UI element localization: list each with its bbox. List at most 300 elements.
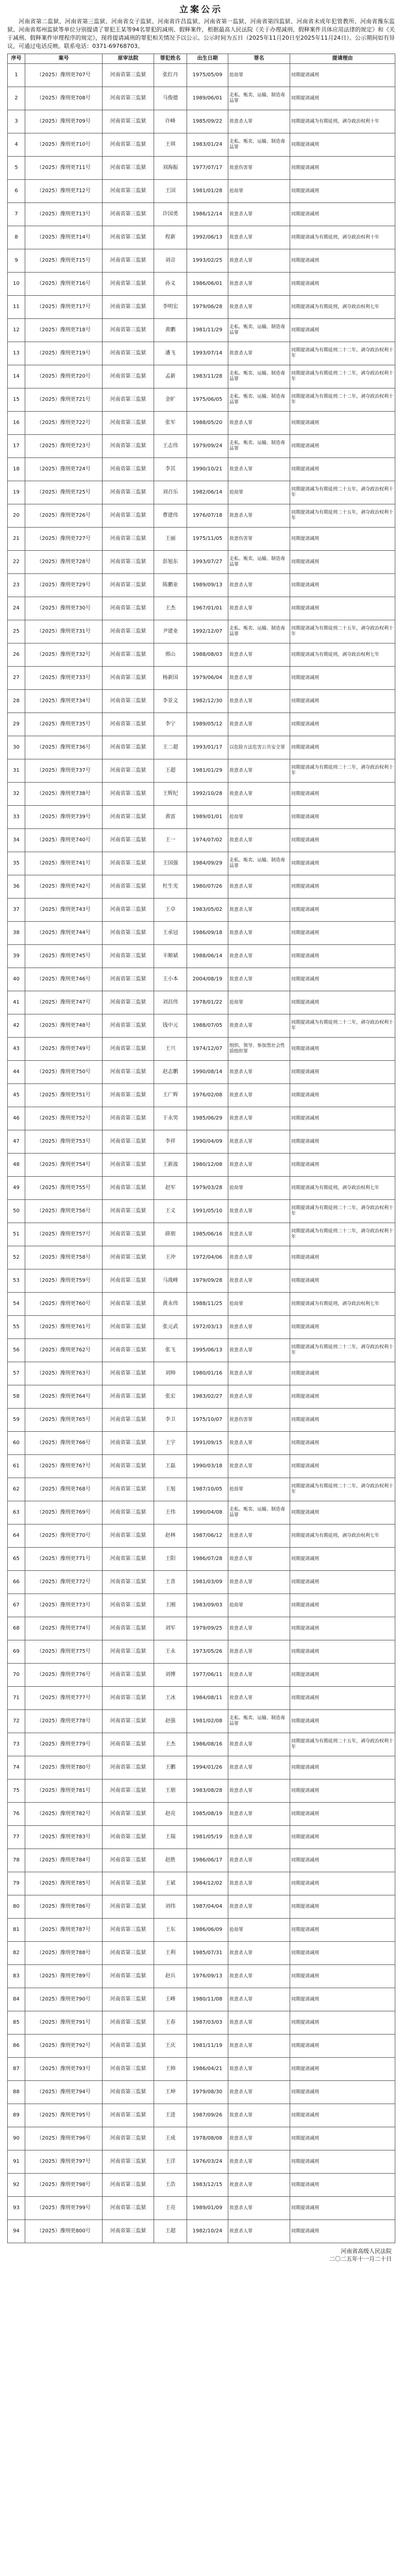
cell-reason: 同期提请减刑 bbox=[290, 1107, 395, 1130]
table-row bbox=[8, 875, 395, 899]
cell-reason: 同期提请减刑 bbox=[290, 1501, 395, 1524]
cell-birth: 1988/06/14 bbox=[187, 945, 228, 968]
cell-reason: 同期提请减刑 bbox=[290, 87, 395, 110]
cell-birth: 1981/11/19 bbox=[187, 2035, 228, 2058]
cell-name: 刘伟 bbox=[154, 1895, 187, 1919]
cell-case-no: （2025）豫刑更715号 bbox=[25, 249, 103, 273]
cell-birth: 1988/07/05 bbox=[187, 1014, 228, 1038]
table-row bbox=[8, 829, 395, 852]
cell-name: 尹建业 bbox=[154, 620, 187, 643]
cell-birth: 1987/04/04 bbox=[187, 1895, 228, 1919]
cell-case-no: （2025）豫刑更772号 bbox=[25, 1571, 103, 1594]
table-row bbox=[8, 783, 395, 806]
cell-reason: 同期提请减刑 bbox=[290, 1872, 395, 1895]
cell-case-no: （2025）豫刑更748号 bbox=[25, 1014, 103, 1038]
table-row bbox=[8, 1432, 395, 1455]
cell-index: 20 bbox=[8, 504, 25, 528]
cell-court: 河南省第三监狱 bbox=[103, 64, 154, 87]
cell-reason: 同期提请减为有期徒刑，剥夺政治权利七年 bbox=[290, 296, 395, 319]
cell-reason: 同期提请减为有期徒刑二十五年，剥夺政治权利十年 bbox=[290, 1733, 395, 1756]
cell-birth: 1979/08/30 bbox=[187, 2081, 228, 2104]
cell-case-no: （2025）豫刑更716号 bbox=[25, 273, 103, 296]
cell-court: 河南省第三监狱 bbox=[103, 1385, 154, 1409]
cell-index: 39 bbox=[8, 945, 25, 968]
cell-court: 河南省第三监狱 bbox=[103, 2035, 154, 2058]
cell-index: 73 bbox=[8, 1733, 25, 1756]
cell-index: 91 bbox=[8, 2150, 25, 2174]
cell-case-no: （2025）豫刑更710号 bbox=[25, 133, 103, 157]
cell-birth: 1983/05/02 bbox=[187, 899, 228, 922]
cell-name: 孙义 bbox=[154, 273, 187, 296]
cell-name: 钱中元 bbox=[154, 1014, 187, 1038]
cell-charge: 故意杀人罪 bbox=[228, 1895, 290, 1919]
table-row bbox=[8, 667, 395, 690]
cell-reason: 同期提请减刑 bbox=[290, 1617, 395, 1640]
cell-charge: 故意杀人罪 bbox=[228, 1687, 290, 1710]
cell-charge: 故意杀人罪 bbox=[228, 1362, 290, 1385]
cell-case-no: （2025）豫刑更794号 bbox=[25, 2081, 103, 2104]
cell-case-no: （2025）豫刑更769号 bbox=[25, 1501, 103, 1524]
cell-reason: 同期提请减刑 bbox=[290, 528, 395, 551]
cell-name: 张元武 bbox=[154, 1316, 187, 1339]
table-row bbox=[8, 2058, 395, 2081]
cell-case-no: （2025）豫刑更788号 bbox=[25, 1942, 103, 1965]
cell-index: 4 bbox=[8, 133, 25, 157]
header-charge: 罪名 bbox=[228, 54, 290, 64]
table-row bbox=[8, 899, 395, 922]
cell-index: 45 bbox=[8, 1084, 25, 1107]
cell-name: 王庆 bbox=[154, 2035, 187, 2058]
cell-charge: 故意杀人罪 bbox=[228, 1061, 290, 1084]
cell-charge: 故意杀人罪 bbox=[228, 1617, 290, 1640]
table-row bbox=[8, 504, 395, 528]
table-row bbox=[8, 1385, 395, 1409]
cell-name: 许国勇 bbox=[154, 203, 187, 226]
cell-charge: 故意杀人罪 bbox=[228, 1826, 290, 1849]
cell-birth: 1991/05/10 bbox=[187, 1200, 228, 1223]
cell-birth: 1990/04/08 bbox=[187, 1501, 228, 1524]
cell-name: 王超 bbox=[154, 759, 187, 783]
cell-charge: 故意杀人罪 bbox=[228, 1455, 290, 1478]
table-row bbox=[8, 1524, 395, 1548]
cell-charge: 故意杀人罪 bbox=[228, 690, 290, 713]
cell-birth: 1976/07/18 bbox=[187, 504, 228, 528]
cell-charge: 故意杀人罪 bbox=[228, 1849, 290, 1872]
cell-case-no: （2025）豫刑更737号 bbox=[25, 759, 103, 783]
cell-charge: 走私、贩卖、运输、制造毒品罪 bbox=[228, 551, 290, 574]
cell-reason: 同期提请减为有期徒刑二十二年，剥夺政治权利十年 bbox=[290, 1223, 395, 1246]
cell-index: 15 bbox=[8, 388, 25, 412]
cell-charge: 故意杀人罪 bbox=[228, 2058, 290, 2081]
cell-name: 赵志鹏 bbox=[154, 1061, 187, 1084]
cell-charge: 故意杀人罪 bbox=[228, 1664, 290, 1687]
cell-index: 50 bbox=[8, 1200, 25, 1223]
cell-birth: 1990/04/09 bbox=[187, 1130, 228, 1154]
cell-court: 河南省第三监狱 bbox=[103, 1733, 154, 1756]
cell-name: 李祥 bbox=[154, 1130, 187, 1154]
cell-reason: 同期提请减刑 bbox=[290, 1362, 395, 1385]
cell-charge: 以危险方法危害公共安全罪 bbox=[228, 736, 290, 759]
cell-reason: 同期提请减为有期徒刑，剥夺政治权利十年 bbox=[290, 110, 395, 133]
cell-case-no: （2025）豫刑更775号 bbox=[25, 1640, 103, 1664]
cell-reason: 同期提请减刑 bbox=[290, 1548, 395, 1571]
cell-court: 河南省第三监狱 bbox=[103, 273, 154, 296]
cell-court: 河南省第三监狱 bbox=[103, 1293, 154, 1316]
table-row bbox=[8, 412, 395, 435]
cell-court: 河南省第三监狱 bbox=[103, 1038, 154, 1061]
table-row bbox=[8, 1409, 395, 1432]
cell-index: 30 bbox=[8, 736, 25, 759]
cell-charge: 故意杀人罪 bbox=[228, 643, 290, 667]
cell-index: 70 bbox=[8, 1664, 25, 1687]
cell-name: 李明宏 bbox=[154, 296, 187, 319]
table-row bbox=[8, 922, 395, 945]
cell-reason: 同期提请减为有期徒刑二十二年，剥夺政治权利十年 bbox=[290, 365, 395, 388]
cell-case-no: （2025）豫刑更770号 bbox=[25, 1524, 103, 1548]
table-row bbox=[8, 249, 395, 273]
cell-birth: 1979/09/25 bbox=[187, 1617, 228, 1640]
cell-index: 22 bbox=[8, 551, 25, 574]
cell-charge: 故意杀人罪 bbox=[228, 1640, 290, 1664]
cell-case-no: （2025）豫刑更724号 bbox=[25, 458, 103, 481]
cell-name: 王国 bbox=[154, 180, 187, 203]
cell-index: 54 bbox=[8, 1293, 25, 1316]
cell-reason: 同期提请减刑 bbox=[290, 1895, 395, 1919]
cell-name: 刘军 bbox=[154, 1617, 187, 1640]
cell-court: 河南省第三监狱 bbox=[103, 1061, 154, 1084]
table-row bbox=[8, 180, 395, 203]
cell-reason: 同期提请减为有期徒刑，剥夺政治权利七年 bbox=[290, 1524, 395, 1548]
cell-case-no: （2025）豫刑更755号 bbox=[25, 1177, 103, 1200]
cell-name: 许峰 bbox=[154, 110, 187, 133]
cell-charge: 故意杀人罪 bbox=[228, 2035, 290, 2058]
cell-charge: 故意杀人罪 bbox=[228, 574, 290, 597]
table-row bbox=[8, 1038, 395, 1061]
cell-index: 86 bbox=[8, 2035, 25, 2058]
cell-name: 彭旭东 bbox=[154, 551, 187, 574]
table-row bbox=[8, 296, 395, 319]
cell-birth: 1984/12/02 bbox=[187, 1872, 228, 1895]
cell-name: 曹建伟 bbox=[154, 504, 187, 528]
table-row bbox=[8, 481, 395, 504]
table-row bbox=[8, 1664, 395, 1687]
cell-court: 河南省第三监狱 bbox=[103, 1269, 154, 1293]
table-row bbox=[8, 87, 395, 110]
cell-case-no: （2025）豫刑更786号 bbox=[25, 1895, 103, 1919]
cell-charge: 故意杀人罪 bbox=[228, 945, 290, 968]
cell-charge: 故意杀人罪 bbox=[228, 667, 290, 690]
cell-index: 26 bbox=[8, 643, 25, 667]
cell-birth: 1984/08/11 bbox=[187, 1687, 228, 1710]
table-row bbox=[8, 110, 395, 133]
cell-index: 53 bbox=[8, 1269, 25, 1293]
cell-index: 76 bbox=[8, 1803, 25, 1826]
cell-charge: 故意杀人罪 bbox=[228, 2220, 290, 2243]
table-row bbox=[8, 1339, 395, 1362]
cell-court: 河南省第三监狱 bbox=[103, 643, 154, 667]
cell-name: 黄永伟 bbox=[154, 1293, 187, 1316]
cell-reason: 同期提请减刑 bbox=[290, 875, 395, 899]
cell-charge: 故意杀人罪 bbox=[228, 1223, 290, 1246]
cell-charge: 抢劫罪 bbox=[228, 1919, 290, 1942]
table-row bbox=[8, 1919, 395, 1942]
table-row bbox=[8, 643, 395, 667]
cell-case-no: （2025）豫刑更729号 bbox=[25, 574, 103, 597]
cell-court: 河南省第三监狱 bbox=[103, 87, 154, 110]
cell-birth: 1986/06/01 bbox=[187, 273, 228, 296]
cell-index: 93 bbox=[8, 2197, 25, 2220]
header-index: 序号 bbox=[8, 54, 25, 64]
cell-birth: 1993/02/25 bbox=[187, 249, 228, 273]
table-row bbox=[8, 133, 395, 157]
cell-reason: 同期提请减刑 bbox=[290, 1455, 395, 1478]
cell-index: 48 bbox=[8, 1154, 25, 1177]
cell-charge: 故意杀人罪 bbox=[228, 1154, 290, 1177]
cell-name: 王新波 bbox=[154, 1154, 187, 1177]
cell-index: 34 bbox=[8, 829, 25, 852]
cell-reason: 同期提请减刑 bbox=[290, 1130, 395, 1154]
cell-court: 河南省第三监狱 bbox=[103, 783, 154, 806]
cell-case-no: （2025）豫刑更797号 bbox=[25, 2150, 103, 2174]
table-row bbox=[8, 1780, 395, 1803]
cell-charge: 故意杀人罪 bbox=[228, 2150, 290, 2174]
cell-case-no: （2025）豫刑更771号 bbox=[25, 1548, 103, 1571]
cell-name: 王广辉 bbox=[154, 1084, 187, 1107]
cell-case-no: （2025）豫刑更766号 bbox=[25, 1432, 103, 1455]
cell-charge: 故意杀人罪 bbox=[228, 1571, 290, 1594]
cell-court: 河南省第三监狱 bbox=[103, 110, 154, 133]
table-row bbox=[8, 713, 395, 736]
cell-court: 河南省第三监狱 bbox=[103, 157, 154, 180]
cell-charge: 故意杀人罪 bbox=[228, 899, 290, 922]
cell-reason: 同期提请减刑 bbox=[290, 1316, 395, 1339]
cell-reason: 同期提请减刑 bbox=[290, 2150, 395, 2174]
cell-charge: 故意杀人罪 bbox=[228, 2174, 290, 2197]
cell-name: 张宏 bbox=[154, 1385, 187, 1409]
cell-reason: 同期提请减刑 bbox=[290, 2197, 395, 2220]
cell-charge: 故意杀人罪 bbox=[228, 2081, 290, 2104]
cell-charge: 走私、贩卖、运输、制造毒品罪 bbox=[228, 87, 290, 110]
cell-court: 河南省第三监狱 bbox=[103, 1548, 154, 1571]
table-row bbox=[8, 1200, 395, 1223]
cell-name: 王小本 bbox=[154, 968, 187, 991]
cell-court: 河南省第三监狱 bbox=[103, 203, 154, 226]
cell-reason: 同期提请减为有期徒刑二十二年，剥夺政治权利十年 bbox=[290, 1478, 395, 1501]
table-row bbox=[8, 968, 395, 991]
case-table bbox=[7, 54, 395, 2243]
cell-charge: 故意杀人罪 bbox=[228, 296, 290, 319]
cell-charge: 故意杀人罪 bbox=[228, 1316, 290, 1339]
cell-case-no: （2025）豫刑更728号 bbox=[25, 551, 103, 574]
cell-index: 62 bbox=[8, 1478, 25, 1501]
cell-court: 河南省第三监狱 bbox=[103, 2081, 154, 2104]
table-row bbox=[8, 806, 395, 829]
table-row bbox=[8, 1084, 395, 1107]
cell-court: 河南省第三监狱 bbox=[103, 922, 154, 945]
table-row bbox=[8, 2011, 395, 2035]
cell-reason: 同期提请减刑 bbox=[290, 157, 395, 180]
cell-case-no: （2025）豫刑更743号 bbox=[25, 899, 103, 922]
cell-index: 55 bbox=[8, 1316, 25, 1339]
cell-court: 河南省第三监狱 bbox=[103, 1803, 154, 1826]
cell-name: 丰顺斌 bbox=[154, 945, 187, 968]
cell-index: 94 bbox=[8, 2220, 25, 2243]
cell-birth: 1983/02/27 bbox=[187, 1385, 228, 1409]
cell-reason: 同期提请减刑 bbox=[290, 1154, 395, 1177]
table-row bbox=[8, 388, 395, 412]
table-row bbox=[8, 1710, 395, 1733]
table-row bbox=[8, 551, 395, 574]
table-row bbox=[8, 319, 395, 342]
cell-charge: 故意杀人罪 bbox=[228, 1965, 290, 1988]
cell-case-no: （2025）豫刑更708号 bbox=[25, 87, 103, 110]
cell-birth: 1978/08/08 bbox=[187, 2127, 228, 2150]
cell-case-no: （2025）豫刑更734号 bbox=[25, 690, 103, 713]
cell-case-no: （2025）豫刑更742号 bbox=[25, 875, 103, 899]
cell-court: 河南省第三监狱 bbox=[103, 1780, 154, 1803]
cell-index: 47 bbox=[8, 1130, 25, 1154]
cell-name: 赵兵 bbox=[154, 1965, 187, 1988]
cell-case-no: （2025）豫刑更799号 bbox=[25, 2197, 103, 2220]
cell-index: 49 bbox=[8, 1177, 25, 1200]
cell-reason: 同期提请减为有期徒刑二十二年，剥夺政治权利十年 bbox=[290, 342, 395, 365]
cell-reason: 同期提请减刑 bbox=[290, 1571, 395, 1594]
cell-reason: 同期提请减刑 bbox=[290, 945, 395, 968]
table-row bbox=[8, 1617, 395, 1640]
table-row bbox=[8, 1803, 395, 1826]
cell-name: 王坤 bbox=[154, 2081, 187, 2104]
cell-case-no: （2025）豫刑更763号 bbox=[25, 1362, 103, 1385]
cell-court: 河南省第三监狱 bbox=[103, 2011, 154, 2035]
header-case-no: 案号 bbox=[25, 54, 103, 64]
cell-case-no: （2025）豫刑更764号 bbox=[25, 1385, 103, 1409]
table-body bbox=[8, 64, 395, 2243]
cell-index: 13 bbox=[8, 342, 25, 365]
cell-charge: 故意杀人罪 bbox=[228, 829, 290, 852]
table-row bbox=[8, 1826, 395, 1849]
cell-reason: 同期提请减刑 bbox=[290, 2127, 395, 2150]
cell-index: 87 bbox=[8, 2058, 25, 2081]
cell-index: 42 bbox=[8, 1014, 25, 1038]
cell-charge: 故意杀人罪 bbox=[228, 504, 290, 528]
cell-charge: 故意杀人罪 bbox=[228, 597, 290, 620]
cell-reason: 同期提请减刑 bbox=[290, 1919, 395, 1942]
cell-reason: 同期提请减为有期徒刑二十二年，剥夺政治权利十年 bbox=[290, 1339, 395, 1362]
table-row bbox=[8, 2220, 395, 2243]
cell-reason: 同期提请减刑 bbox=[290, 1756, 395, 1780]
cell-reason: 同期提请减刑 bbox=[290, 180, 395, 203]
cell-court: 河南省第三监狱 bbox=[103, 736, 154, 759]
cell-court: 河南省第三监狱 bbox=[103, 249, 154, 273]
cell-charge: 故意杀人罪 bbox=[228, 2104, 290, 2127]
cell-court: 河南省第三监狱 bbox=[103, 1872, 154, 1895]
table-row bbox=[8, 1061, 395, 1084]
cell-case-no: （2025）豫刑更779号 bbox=[25, 1733, 103, 1756]
cell-index: 9 bbox=[8, 249, 25, 273]
table-row bbox=[8, 2197, 395, 2220]
cell-reason: 同期提请减刑 bbox=[290, 249, 395, 273]
header-reason: 提请理由 bbox=[290, 54, 395, 64]
cell-reason: 同期提请减刑 bbox=[290, 435, 395, 458]
cell-index: 61 bbox=[8, 1455, 25, 1478]
cell-court: 河南省第三监狱 bbox=[103, 806, 154, 829]
cell-name: 薛朋 bbox=[154, 1223, 187, 1246]
cell-court: 河南省第三监狱 bbox=[103, 1409, 154, 1432]
cell-court: 河南省第三监狱 bbox=[103, 1432, 154, 1455]
table-row bbox=[8, 273, 395, 296]
cell-case-no: （2025）豫刑更781号 bbox=[25, 1780, 103, 1803]
cell-court: 河南省第三监狱 bbox=[103, 1362, 154, 1385]
cell-index: 10 bbox=[8, 273, 25, 296]
cell-name: 王阳 bbox=[154, 1548, 187, 1571]
cell-name: 王峰 bbox=[154, 1988, 187, 2011]
cell-court: 河南省第三监狱 bbox=[103, 481, 154, 504]
intro-paragraph: 河南省第二监狱、河南省第三监狱、河南省女子监狱、河南省许昌监狱、河南省第一监狱、河南省第四监狱、河南省未成年犯管教所、河南省豫东监狱、河南省郑州监狱等单位分别提请了罪犯王某等94名罪犯的减刑、假释案件，根据最高人民法院《关于办理减刑、假释案件具体应用法律的规定》和《关于减刑、假释案件审理程序的规定》，现将提请减刑的罪犯相关情况予以公示。公示时间为五日（2025年11月20日至2025年11月24日）。公示期间如有异议，可通过电话反映。联系电话：0371-69768703。 bbox=[7, 18, 395, 49]
cell-court: 河南省第三监狱 bbox=[103, 1571, 154, 1594]
cell-charge: 故意伤害罪 bbox=[228, 1409, 290, 1432]
cell-reason: 同期提请减刑 bbox=[290, 597, 395, 620]
cell-name: 王洋 bbox=[154, 2150, 187, 2174]
cell-court: 河南省第三监狱 bbox=[103, 1246, 154, 1269]
cell-birth: 1977/07/17 bbox=[187, 157, 228, 180]
cell-court: 河南省第三监狱 bbox=[103, 875, 154, 899]
table-row bbox=[8, 991, 395, 1014]
cell-case-no: （2025）豫刑更798号 bbox=[25, 2174, 103, 2197]
cell-reason: 同期提请减为有期徒刑二十五年，剥夺政治权利十年 bbox=[290, 504, 395, 528]
cell-case-no: （2025）豫刑更785号 bbox=[25, 1872, 103, 1895]
cell-name: 王义 bbox=[154, 1200, 187, 1223]
table-row bbox=[8, 157, 395, 180]
cell-birth: 1986/06/09 bbox=[187, 1919, 228, 1942]
cell-reason: 同期提请减为有期徒刑，剥夺政治权利十年 bbox=[290, 226, 395, 249]
cell-index: 83 bbox=[8, 1965, 25, 1988]
cell-charge: 故意杀人罪 bbox=[228, 922, 290, 945]
cell-index: 59 bbox=[8, 1409, 25, 1432]
cell-birth: 1985/06/16 bbox=[187, 1223, 228, 1246]
cell-charge: 故意杀人罪 bbox=[228, 110, 290, 133]
cell-name: 杨新国 bbox=[154, 667, 187, 690]
table-row bbox=[8, 1849, 395, 1872]
table-row bbox=[8, 435, 395, 458]
cell-reason: 同期提请减刑 bbox=[290, 968, 395, 991]
cell-birth: 1988/11/25 bbox=[187, 1293, 228, 1316]
table-row bbox=[8, 528, 395, 551]
cell-court: 河南省第三监狱 bbox=[103, 528, 154, 551]
cell-birth: 1982/06/14 bbox=[187, 481, 228, 504]
cell-birth: 1993/01/17 bbox=[187, 736, 228, 759]
footer bbox=[7, 2247, 395, 2263]
cell-court: 河南省第三监狱 bbox=[103, 1594, 154, 1617]
cell-case-no: （2025）豫刑更711号 bbox=[25, 157, 103, 180]
cell-name: 张军 bbox=[154, 412, 187, 435]
cell-birth: 1975/05/09 bbox=[187, 64, 228, 87]
cell-birth: 1986/09/18 bbox=[187, 922, 228, 945]
cell-index: 85 bbox=[8, 2011, 25, 2035]
cell-index: 43 bbox=[8, 1038, 25, 1061]
cell-index: 82 bbox=[8, 1942, 25, 1965]
cell-court: 河南省第三监狱 bbox=[103, 991, 154, 1014]
cell-charge: 故意杀人罪 bbox=[228, 412, 290, 435]
cell-reason: 同期提请减刑 bbox=[290, 2011, 395, 2035]
cell-charge: 故意杀人罪 bbox=[228, 1524, 290, 1548]
cell-birth: 1989/05/12 bbox=[187, 713, 228, 736]
cell-index: 36 bbox=[8, 875, 25, 899]
cell-reason: 同期提请减刑 bbox=[290, 1061, 395, 1084]
cell-name: 王超 bbox=[154, 2220, 187, 2243]
table-row bbox=[8, 1362, 395, 1385]
cell-reason: 同期提请减刑 bbox=[290, 713, 395, 736]
table-row bbox=[8, 2174, 395, 2197]
